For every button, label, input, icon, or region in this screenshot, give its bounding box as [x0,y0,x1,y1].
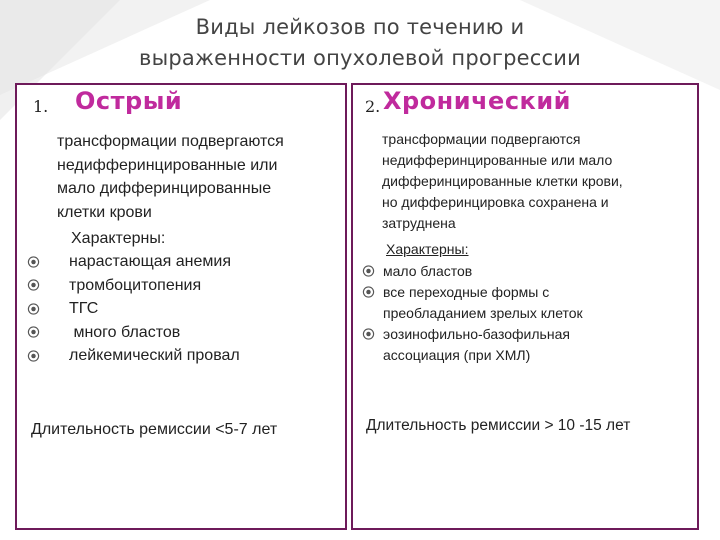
chronic-heading: Хронический [383,87,571,115]
title-line-2: выраженности опухолевой прогрессии [139,46,581,70]
bullet-text-continuation: преобладанием зрелых клеток [383,305,583,321]
acute-characteristic-label: Характерны: [71,230,166,247]
chronic-description [382,129,623,234]
acute-panel [15,83,347,530]
chronic-characteristic-label: Характерны: [386,241,469,257]
bullet-text: тромбоцитопения [69,276,202,294]
list-item [17,321,337,345]
bullet-text: ТГС [69,300,99,317]
chronic-number: 2. [365,97,381,116]
bullet-text-continuation: ассоциация (при ХМЛ) [383,347,531,363]
circled-dot-bullet-icon [362,328,375,341]
acute-bullet-list [17,250,337,368]
list-item [353,282,693,324]
title-line-1: Виды лейкозов по течению и [195,15,525,39]
chronic-description-line: затруднена [382,215,456,231]
list-item [17,250,337,274]
bullet-text: эозинофильно-базофильная [383,326,570,342]
chronic-panel [351,83,699,530]
list-item [17,344,337,368]
list-item [353,324,693,366]
acute-description [57,130,284,224]
acute-description-line: трансформации подвергаются [57,133,284,150]
chronic-description-line: дифферинцированные клетки крови, [382,173,623,189]
circled-dot-bullet-icon [27,302,40,315]
circled-dot-bullet-icon [27,326,40,339]
acute-description-line: недифферинцированные или [57,156,278,174]
chronic-bullet-list [353,261,693,366]
acute-number: 1. [33,97,49,116]
circled-dot-bullet-icon [362,286,375,299]
circled-dot-bullet-icon [27,279,40,292]
acute-description-line: мало дифферинцированные [57,180,272,197]
bullet-text: нарастающая анемия [69,253,231,270]
list-item [353,261,693,282]
chronic-description-line: но дифферинцировка сохранена и [382,194,609,210]
acute-description-line: клетки крови [57,203,152,221]
list-item [17,274,337,298]
acute-remission: Длительность ремиссии <5-7 лет [31,421,278,438]
slide-title [60,12,660,74]
chronic-remission: Длительность ремиссии > 10 -15 лет [366,417,631,434]
list-item [17,297,337,321]
bullet-text: лейкемический провал [69,347,240,364]
circled-dot-bullet-icon [27,255,40,268]
circled-dot-bullet-icon [362,265,375,278]
chronic-description-line: трансформации подвергаются [382,131,581,147]
circled-dot-bullet-icon [27,349,40,362]
bullet-text: много бластов [69,323,181,341]
acute-heading: Острый [75,87,183,115]
chronic-description-line: недифферинцированные или мало [382,152,613,168]
bullet-text: мало бластов [383,263,473,279]
bullet-text: все переходные формы с [383,284,550,300]
